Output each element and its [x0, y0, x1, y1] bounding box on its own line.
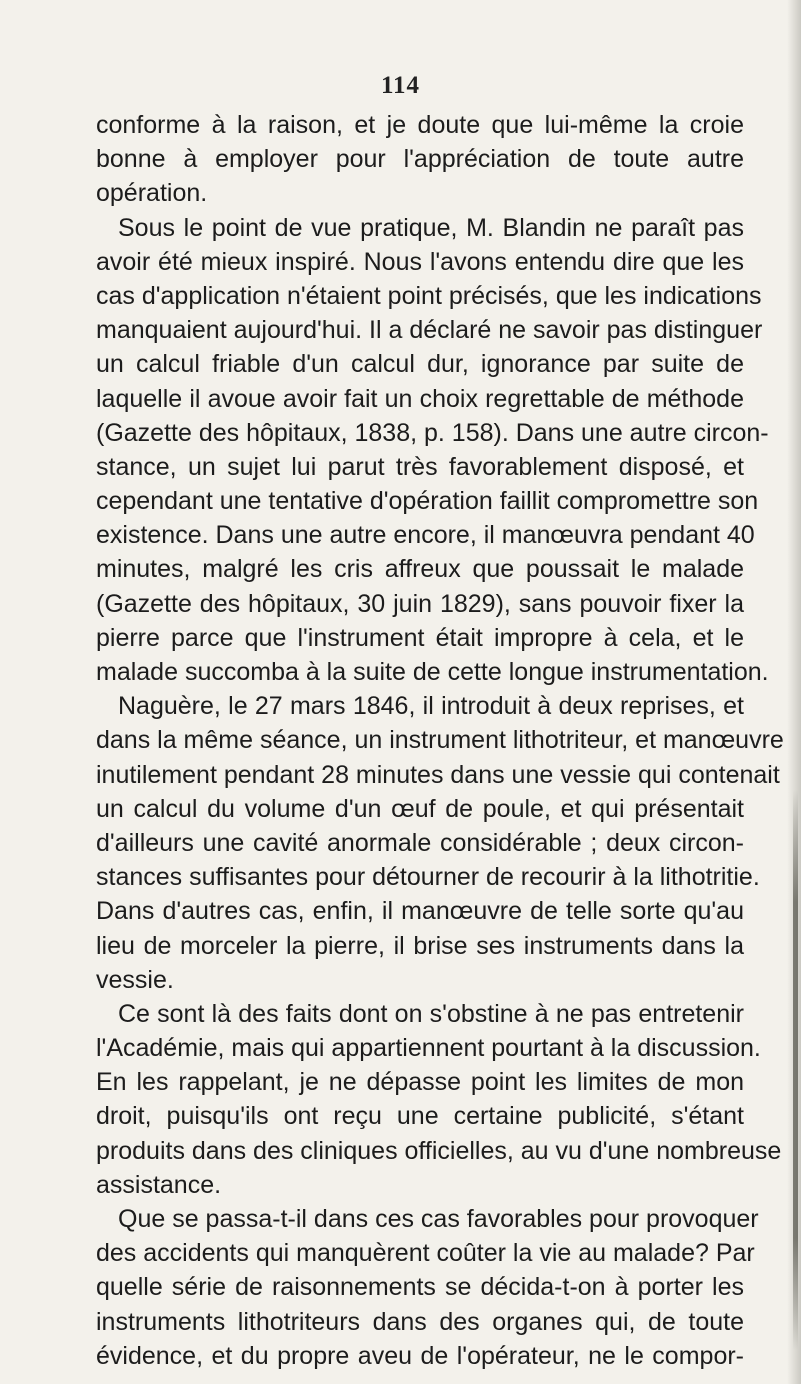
text-line: stances suffisantes pour détourner de recourir à la lithotritie. [96, 863, 760, 892]
text-line: l'Académie, mais qui appartiennent pourtant à la discussion. [96, 1034, 761, 1063]
text-line: laquelle il avoue avoir fait un choix regrettable de méthode [96, 384, 744, 413]
text-line: dans la même séance, un instrument lithotriteur, et manœuvre [96, 726, 784, 755]
text-line: (Gazette des hôpitaux, 1838, p. 158). Dans une autre circon- [96, 418, 769, 447]
body-text [96, 108, 784, 1373]
text-line: lieu de morceler la pierre, il brise ses instruments dans la [96, 931, 744, 960]
binding-edge [793, 790, 798, 1350]
text-line: opération. [96, 179, 208, 208]
text-line: un calcul friable d'un calcul dur, ignorance par suite de [96, 350, 744, 379]
text-line: inutilement pendant 28 minutes dans une vessie qui contenait [96, 760, 780, 789]
text-line: instruments lithotriteurs dans des organes qui, de toute [96, 1307, 744, 1336]
text-line: quelle série de raisonnements se décida-t-on à porter les [96, 1273, 744, 1302]
text-line: pierre parce que l'instrument était impropre à cela, et le [96, 623, 744, 652]
text-line: En les rappelant, je ne dépasse point les limites de mon [96, 1068, 744, 1097]
text-line: malade succomba à la suite de cette longue instrumentation. [96, 658, 769, 686]
text-line: assistance. [96, 1170, 222, 1199]
text-line: vessie. [96, 965, 174, 994]
text-line: des accidents qui manquèrent coûter la vie au malade? Par [96, 1239, 755, 1268]
text-line: Que se passa-t-il dans ces cas favorables pour provoquer [118, 1205, 759, 1233]
text-line: cas d'application n'étaient point précisés, que les indications [96, 281, 762, 310]
page-number: 114 [380, 72, 421, 99]
text-line: avoir été mieux inspiré. Nous l'avons entendu dire que les [96, 247, 744, 276]
text-line: Ce sont là des faits dont on s'obstine à ne pas entretenir [118, 999, 744, 1028]
text-line: stance, un sujet lui parut très favorablement disposé, et [96, 452, 744, 481]
text-line: conforme à la raison, et je doute que lui-même la croie [96, 111, 744, 139]
text-line: minutes, malgré les cris affreux que poussait le malade [96, 555, 744, 584]
text-line: manquaient aujourd'hui. Il a déclaré ne savoir pas distinguer [96, 316, 763, 345]
text-line: droit, puisqu'ils ont reçu une certaine publicité, s'étant [96, 1102, 744, 1131]
text-line: cependant une tentative d'opération faillit compromettre son [96, 487, 759, 516]
text-line: d'ailleurs une cavité anormale considérable ; deux circon- [96, 828, 744, 857]
text-line: bonne à employer pour l'appréciation de toute autre [96, 145, 744, 174]
text-line: un calcul du volume d'un œuf de poule, et qui présentait [96, 794, 744, 823]
text-line: Sous le point de vue pratique, M. Blandin ne paraît pas [118, 213, 744, 242]
text-line: existence. Dans une autre encore, il manœuvra pendant 40 [96, 521, 755, 550]
text-line: (Gazette des hôpitaux, 30 juin 1829), sans pouvoir fixer la [96, 589, 744, 618]
text-line: évidence, et du propre aveu de l'opérateur, ne le compor- [96, 1341, 744, 1370]
text-line: Naguère, le 27 mars 1846, il introduit à deux reprises, et [118, 692, 744, 721]
text-line: produits dans des cliniques officielles, au vu d'une nombreuse [96, 1136, 782, 1165]
text-line: Dans d'autres cas, enfin, il manœuvre de telle sorte qu'au [96, 897, 744, 926]
